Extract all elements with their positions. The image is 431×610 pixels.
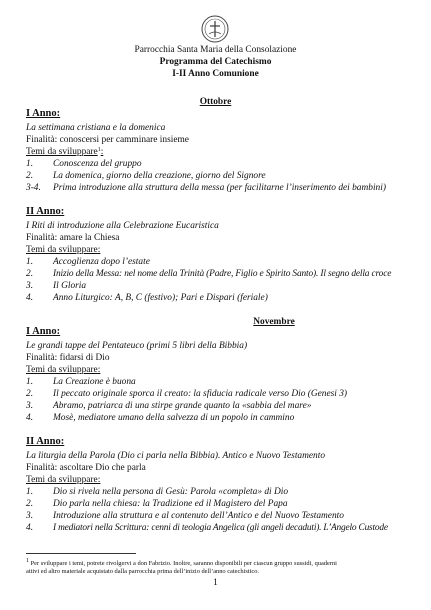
item-text: Prima introduzione alla struttura della messa (per facilitarne l’inserimento dei bambini) xyxy=(53,183,386,193)
item-text: Accoglienza dopo l’estate xyxy=(53,257,150,267)
item-number: 3. xyxy=(26,281,34,291)
month-heading: Novembre xyxy=(253,317,295,327)
item-text: Abramo, patriarca di una stirpe grande quanto la «sabbia del mare» xyxy=(53,401,312,411)
section-aim: Finalità: amare la Chiesa xyxy=(26,233,120,243)
month-heading: Ottobre xyxy=(199,97,232,107)
item-text: Conoscenza del gruppo xyxy=(53,159,142,169)
section-topic: La liturgia della Parola (Dio ci parla nella Bibbia). Antico e Nuovo Testamento xyxy=(26,451,326,461)
footnote-ref: 1 xyxy=(97,147,101,153)
item-number: 1. xyxy=(26,257,34,267)
themes-label xyxy=(26,146,103,158)
item-number: 3. xyxy=(26,511,34,521)
themes-label: Temi da sviluppare: xyxy=(26,245,101,255)
footnote-divider xyxy=(26,553,136,554)
section-topic: Le grandi tappe del Pentateuco (primi 5 libri della Bibbia) xyxy=(26,341,248,351)
item-text: I mediatori nella Scrittura: cenni di teologia Angelica (gli angeli decaduti). L’Angelo Custode xyxy=(53,523,388,533)
item-text: La domenica, giorno della creazione, giorno del Signore xyxy=(53,171,266,181)
item-number: 1. xyxy=(26,487,34,497)
item-number: 1. xyxy=(26,159,34,169)
parish-seal-icon xyxy=(200,14,230,44)
section-aim: Finalità: conoscersi per camminare insieme xyxy=(26,135,189,145)
section-heading: I Anno: xyxy=(26,108,61,119)
section-heading: II Anno: xyxy=(26,206,65,217)
section-topic: I Riti di introduzione alla Celebrazione Eucaristica xyxy=(26,221,219,231)
item-number: 2. xyxy=(26,269,34,279)
item-text: La Creazione è buona xyxy=(53,377,136,387)
item-text: Introduzione alla struttura e al contenuto dell’Antico e del Nuovo Testamento xyxy=(53,511,344,521)
item-text: Dio parla nella chiesa: la Tradizione ed il Magistero del Papa xyxy=(53,499,288,509)
item-number: 1. xyxy=(26,377,34,387)
program-subtitle: I-II Anno Comunione xyxy=(172,69,259,79)
parish-name: Parrocchia Santa Maria della Consolazione xyxy=(134,45,297,55)
item-text: Anno Liturgico: A, B, C (festivo); Pari e Dispari (feriale) xyxy=(53,293,268,303)
item-text: Dio si rivela nella persona di Gesù: Parola «completa» di Dio xyxy=(53,487,289,497)
item-text: Inizio della Messa: nel nome della Trinità (Padre, Figlio e Spirito Santo). Il segno della croce xyxy=(53,269,392,279)
item-number: 4. xyxy=(26,293,34,303)
item-number: 2. xyxy=(26,389,34,399)
program-title: Programma del Catechismo xyxy=(159,57,272,67)
footnote-marker: 1 xyxy=(26,558,29,564)
themes-label: Temi da sviluppare: xyxy=(26,475,101,485)
footnote-line xyxy=(26,560,337,568)
themes-label-text: Temi da sviluppare xyxy=(26,147,98,157)
item-number: 2. xyxy=(26,499,34,509)
page-number: 1 xyxy=(213,578,218,588)
themes-label: Temi da sviluppare: xyxy=(26,365,101,375)
item-number: 2. xyxy=(26,171,34,181)
item-number: 4. xyxy=(26,523,34,533)
footnote-text: Per sviluppare i temi, potrete rivolgervi a don Fabrizio. Inoltre, saranno disponibili per ciascun gruppo sussidi, quaderni xyxy=(30,560,337,567)
item-number: 4. xyxy=(26,413,34,423)
section-heading: II Anno: xyxy=(26,436,65,447)
themes-label-colon: : xyxy=(100,147,104,157)
footnote-text: attivi ed altro materiale acquistato dalla parrocchia prima dell’inizio dell’anno catechistico. xyxy=(26,568,259,575)
section-topic: La settimana cristiana e la domenica xyxy=(26,123,166,133)
item-number: 3-4. xyxy=(26,183,41,193)
item-text: Mosè, mediatore umano della salvezza di un popolo in cammino xyxy=(53,413,295,423)
item-text: Il peccato originale sporca il creato: la sfiducia radicale verso Dio (Genesi 3) xyxy=(53,389,348,399)
section-heading: I Anno: xyxy=(26,326,61,337)
item-number: 3. xyxy=(26,401,34,411)
section-aim: Finalità: ascoltare Dio che parla xyxy=(26,463,146,473)
section-aim: Finalità: fidarsi di Dio xyxy=(26,353,110,363)
item-text: Il Gloria xyxy=(53,281,87,291)
